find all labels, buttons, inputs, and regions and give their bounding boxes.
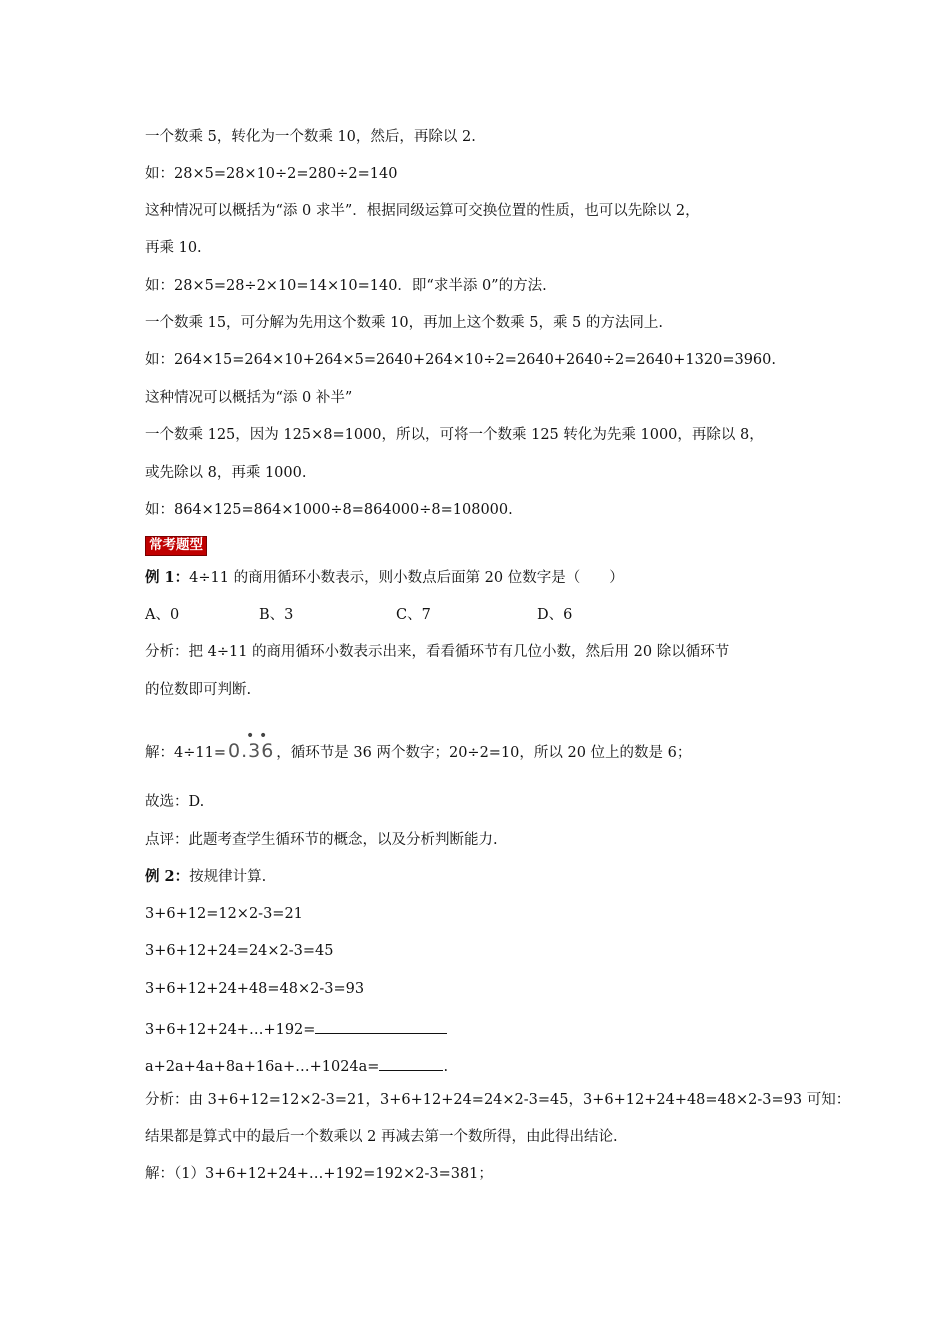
example1-solution bbox=[145, 728, 692, 762]
equation-blank-line bbox=[145, 1019, 447, 1038]
solution-suffix: ，循环节是 36 两个数字；20÷2=10，所以 20 位上的数是 6； bbox=[276, 745, 692, 761]
equation-line: 3+6+12+24+48=48×2-3=93 bbox=[145, 981, 365, 997]
text-line: 一个数乘 5，转化为一个数乘 10，然后，再除以 2. bbox=[145, 129, 476, 145]
example2-question bbox=[145, 870, 266, 885]
example1-label: 例 1： bbox=[145, 569, 190, 586]
example1-question bbox=[145, 571, 624, 586]
equation-suffix: . bbox=[443, 1059, 449, 1075]
option-a: A、0 bbox=[145, 607, 180, 623]
text-line: 或先除以 8，再乘 1000. bbox=[145, 465, 307, 481]
equation-line: 3+6+12+24=24×2-3=45 bbox=[145, 943, 334, 959]
example2-question-text: 按规律计算. bbox=[189, 869, 267, 885]
repeat-dot: • bbox=[258, 728, 269, 744]
text-line: 如：264×15=264×10+264×5=2640+264×10÷2=2640+2640÷2=2640+1320=3960. bbox=[145, 352, 776, 368]
option-c: C、7 bbox=[396, 607, 431, 623]
example2-label: 例 2： bbox=[145, 868, 190, 885]
text-line: 如：864×125=864×1000÷8=864000÷8=108000. bbox=[145, 502, 513, 518]
repeating-decimal-value: 0.36 bbox=[227, 740, 275, 762]
solution-prefix: 解：4÷11= bbox=[145, 745, 226, 761]
repeat-dot: • bbox=[245, 728, 256, 744]
text-line: 如：28×5=28÷2×10=14×10=140．即“求半添 0”的方法. bbox=[145, 278, 547, 294]
example1-analysis: 的位数即可判断. bbox=[145, 682, 252, 698]
example2-solution: 解：（1）3+6+12+24+…+192=192×2-3=381； bbox=[145, 1166, 493, 1182]
example2-analysis: 结果都是算式中的最后一个数乘以 2 再减去第一个数所得，由此得出结论. bbox=[145, 1129, 618, 1145]
text-line: 这种情况可以概括为“添 0 补半” bbox=[145, 390, 353, 406]
example1-analysis: 分析：把 4÷11 的商用循环小数表示出来，看看循环节有几位小数，然后用 20 除以循环节 bbox=[145, 644, 730, 660]
example2-analysis: 分析：由 3+6+12=12×2-3=21，3+6+12+24=24×2-3=45，3+6+12+24+48=48×2-3=93 可知： bbox=[145, 1092, 851, 1108]
answer-blank[interactable] bbox=[315, 1019, 447, 1034]
section-badge: 常考题型 bbox=[145, 536, 207, 556]
equation-blank-line bbox=[145, 1056, 448, 1075]
section-heading bbox=[145, 536, 207, 556]
answer-blank[interactable] bbox=[379, 1056, 443, 1071]
example1-question-text: 4÷11 的商用循环小数表示，则小数点后面第 20 位数字是（ ） bbox=[189, 570, 624, 586]
text-line: 一个数乘 125，因为 125×8=1000，所以，可将一个数乘 125 转化为先乘 1000，再除以 8， bbox=[145, 427, 764, 443]
option-d: D、6 bbox=[537, 607, 573, 623]
example1-choice: 故选：D. bbox=[145, 794, 205, 810]
text-line: 再乘 10. bbox=[145, 240, 202, 256]
text-line: 如：28×5=28×10÷2=280÷2=140 bbox=[145, 166, 398, 182]
equation-text: 3+6+12+24+…+192= bbox=[145, 1022, 316, 1038]
equation-line: 3+6+12=12×2-3=21 bbox=[145, 906, 303, 922]
example1-comment: 点评：此题考查学生循环节的概念，以及分析判断能力. bbox=[145, 832, 498, 848]
option-b: B、3 bbox=[259, 607, 294, 623]
equation-text: a+2a+4a+8a+16a+…+1024a= bbox=[145, 1059, 380, 1075]
text-line: 这种情况可以概括为“添 0 求半”．根据同级运算可交换位置的性质，也可以先除以 2， bbox=[145, 203, 700, 219]
text-line: 一个数乘 15，可分解为先用这个数乘 10，再加上这个数乘 5，乘 5 的方法同上. bbox=[145, 315, 664, 331]
repeating-decimal bbox=[227, 728, 275, 762]
